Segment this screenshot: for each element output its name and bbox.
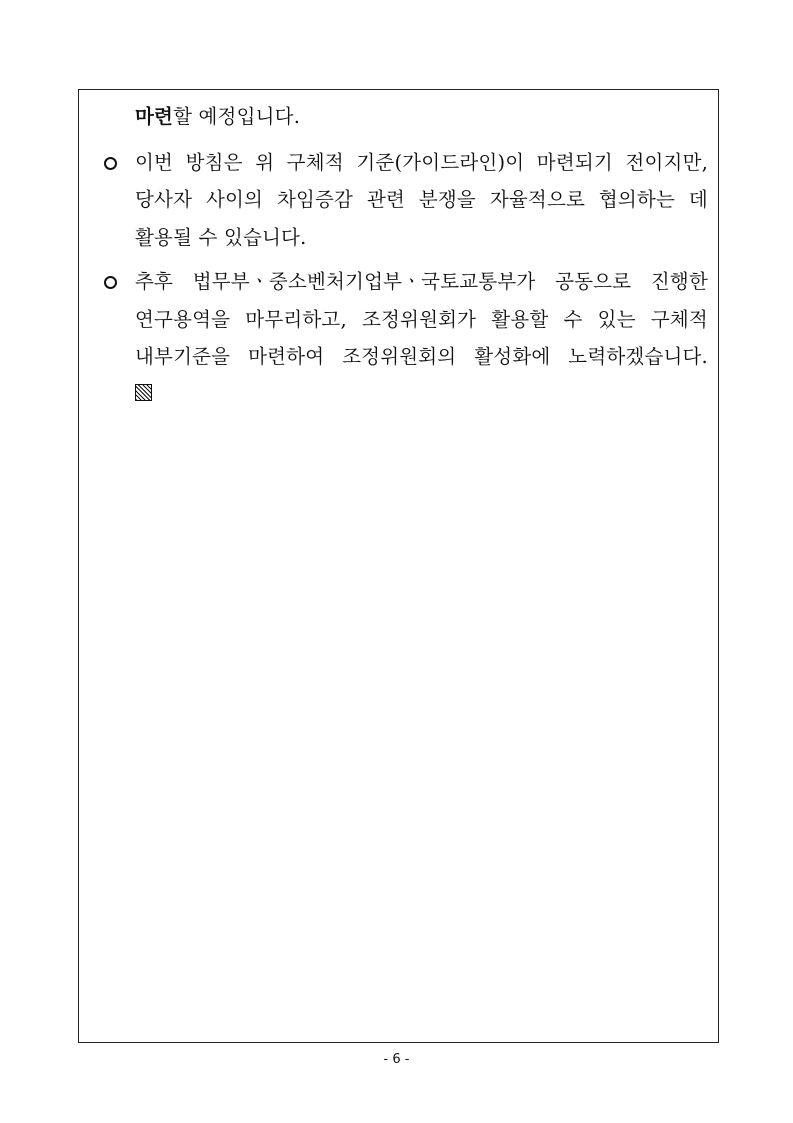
word: 당사자 [135, 188, 193, 211]
text-line [135, 150, 708, 176]
circle-bullet-icon [104, 157, 117, 170]
word: 활성화에 [474, 345, 551, 368]
bold-term: 마련 [135, 105, 174, 128]
word: 협의하는 [598, 188, 676, 211]
text-line [135, 269, 708, 295]
word: 마련하여 [248, 345, 325, 368]
word: 추후 [135, 270, 174, 293]
word: 노력하겠습니다. [568, 345, 708, 368]
word: 구체적 [650, 308, 708, 331]
text-line [135, 307, 708, 333]
page-number: - 6 - [383, 1052, 410, 1067]
word: 있는 [597, 308, 636, 331]
word: 연구용역을 [135, 308, 231, 331]
word: 마무리하고, [245, 308, 347, 331]
word: 분쟁을 [418, 188, 476, 211]
line-text: 할 예정입니다. [173, 105, 301, 128]
text-line [135, 187, 708, 213]
word: 조정위원회가 [361, 308, 477, 331]
word: 마련되기 [536, 151, 613, 174]
text-line: 활용될 수 있습니다. [135, 226, 307, 249]
word: 자율적으로 [489, 188, 586, 211]
word: 조정위원회의 [342, 345, 457, 368]
word: 구체적 [286, 151, 344, 174]
text-line [135, 104, 300, 130]
word: 사이의 [205, 188, 264, 211]
word: 차임증감 [276, 188, 354, 211]
word: 수 [563, 308, 583, 331]
circle-bullet-icon [104, 276, 117, 289]
end-mark-icon [135, 384, 152, 401]
word: 법무부ㆍ중소벤처기업부ㆍ국토교통부가 [192, 270, 536, 293]
word: 진행한 [650, 270, 708, 293]
word: 데 [688, 188, 708, 211]
word: 이번 [135, 151, 174, 174]
word: 활용할 [491, 308, 549, 331]
word: 내부기준을 [135, 345, 231, 368]
word: 기준(가이드라인)이 [356, 151, 525, 174]
word: 위 [255, 151, 275, 174]
word: 공동으로 [555, 270, 632, 293]
text-line [135, 344, 708, 370]
word: 관련 [366, 188, 406, 211]
word: 전이지만, [625, 151, 708, 174]
word: 방침은 [185, 151, 243, 174]
